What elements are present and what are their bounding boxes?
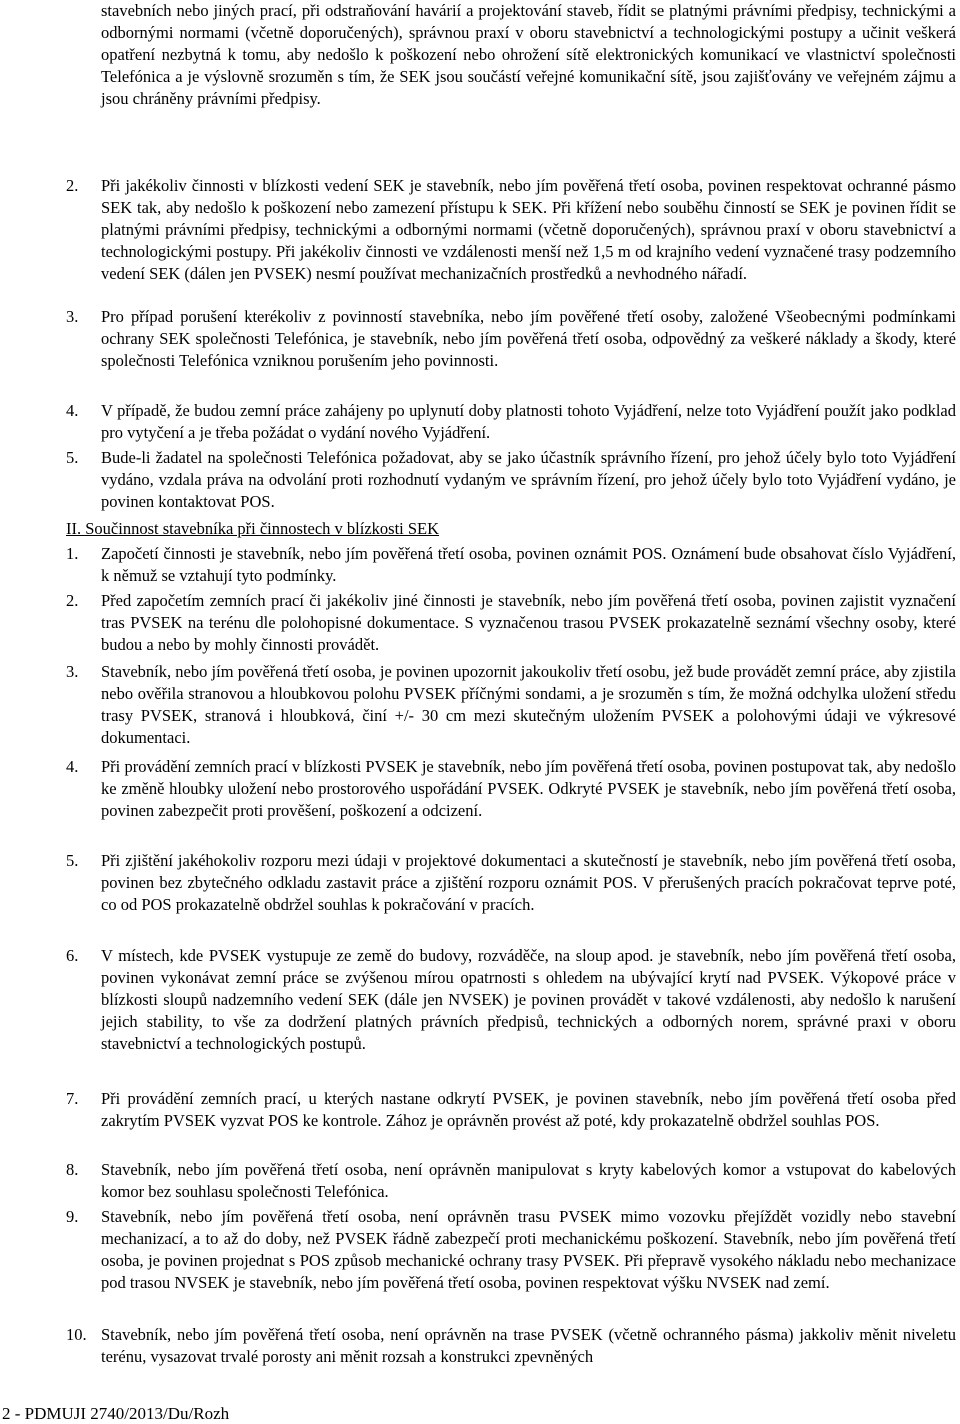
list-item (66, 447, 956, 513)
list-item-number: 5. (66, 448, 79, 467)
list-item (66, 306, 956, 372)
list-item (66, 400, 956, 444)
list-item (66, 1324, 956, 1368)
list-item-number: 3. (66, 662, 79, 681)
list-item-text: Při zjištění jakéhokoliv rozporu mezi údaji v projektové dokumentaci a skutečností je stavebník, nebo jím pověřená třetí osoba, povinen bez zbytečného odkladu zastavit práce a zjištění rozporu oznámit POS. V přerušených pracích pokračovat teprve poté, co od POS prokazatelně obdržel souhlas k pokračování v pracích. (101, 851, 956, 914)
list-item-text: V případě, že budou zemní práce zahájeny po uplynutí doby platnosti tohoto Vyjádření, nelze toto Vyjádření použít jako podklad pro vytyčení a je třeba požádat o vydání nového Vyjádření. (101, 401, 956, 442)
list-item (66, 590, 956, 656)
list-item-number: 2. (66, 176, 79, 195)
list-item-text: Stavebník, nebo jím pověřená třetí osoba, je povinen upozornit jakoukoliv třetí osobu, jež bude provádět zemní práce, aby zjistila nebo ověřila stranovou a hloubkovou polohu PVSEK příčnými sondami, a je srozuměn s tím, že možná odchylka uložení středu trasy PVSEK, stranová i hloubková, činí +/- 30 cm mezi skutečným uložením PVSEK a polohovými údaji ve výkresové dokumentaci. (101, 662, 956, 747)
list-item-number: 6. (66, 946, 79, 965)
list-item (66, 543, 956, 587)
list-item (66, 1159, 956, 1203)
list-item-text: Při provádění zemních prací, u kterých nastane odkrytí PVSEK, je povinen stavebník, nebo jím pověřená třetí osoba před zakrytím PVSEK vyzvat POS ke kontrole. Zához je oprávněn provést až poté, kdy prokazatelně obdržel souhlas POS. (101, 1089, 956, 1130)
list-item-number: 2. (66, 591, 79, 610)
list-item-number: 4. (66, 401, 79, 420)
list-item-number: 7. (66, 1089, 79, 1108)
list-item (66, 661, 956, 749)
list-item-number: 8. (66, 1160, 79, 1179)
list-item-text: Stavebník, nebo jím pověřená třetí osoba, není oprávněn manipulovat s kryty kabelových komor a vstupovat do kabelových komor bez souhlasu společnosti Telefónica. (101, 1160, 956, 1201)
list-item-number: 1. (66, 544, 79, 563)
list-item-text: Stavebník, nebo jím pověřená třetí osoba, není oprávněn na trase PVSEK (včetně ochranného pásma) jakkoliv měnit niveletu terénu, vysazovat trvalé porosty ani měnit rozsah a konstrukci zpevněných (101, 1325, 956, 1366)
list-item-number: 9. (66, 1207, 79, 1226)
page-footer: 2 - PDMUJI 2740/2013/Du/Rozh (2, 1404, 230, 1423)
section-heading: II. Součinnost stavebníka při činnostech v blízkosti SEK (66, 519, 440, 538)
list-item-text: Při provádění zemních prací v blízkosti PVSEK je stavebník, nebo jím pověřená třetí osoba, povinen postupovat tak, aby nedošlo ke změně hloubky uložení nebo prostorového uspořádání PVSEK. Odkryté PVSEK je stavebník, nebo jím pověřená třetí osoba, povinen zabezpečit proti prověšení, poškození a odcizení. (101, 757, 956, 820)
list-item (66, 175, 956, 285)
list-item-text: Pro případ porušení kterékoliv z povinností stavebníka, nebo jím pověřené třetí osoby, založené Všeobecnými podmínkami ochrany SEK společnosti Telefónica, je stavebník, nebo jím pověřená třetí osoba, odpovědný za veškeré náklady a škody, které společnosti Telefónica vzniknou porušením jeho povinnosti. (101, 307, 956, 370)
list-item (66, 756, 956, 822)
list-item-text: Před započetím zemních prací či jakékoliv jiné činnosti je stavebník, nebo jím pověřená třetí osoba, povinen zajistit vyznačení tras PVSEK na terénu dle polohopisné dokumentace. S vyznačenou trasou PVSEK prokazatelně seznámí všechny osoby, které budou a nebo by mohly činnosti provádět. (101, 591, 956, 654)
list-item-number: 10. (66, 1325, 87, 1344)
list-item-text: Započetí činnosti je stavebník, nebo jím pověřená třetí osoba, povinen oznámit POS. Oznámení bude obsahovat číslo Vyjádření, k němuž se vztahují tyto podmínky. (101, 544, 956, 585)
paragraph-continuation: stavebních nebo jiných prací, při odstraňování havárií a projektování staveb, řídit se platnými právními předpisy, technickými a odbornými normami (včetně doporučených), správnou praxí v oboru stavebnictví a technologickými postupy a učinit veškerá opatření nezbytná k tomu, aby nedošlo k poškození nebo ohrožení sítě elektronických komunikací ve vlastnictví společnosti Telefónica a je výslovně srozuměn s tím, že SEK jsou součástí veřejné komunikační sítě, jsou zajišťovány ve veřejném zájmu a jsou chráněny právními předpisy. (101, 1, 956, 108)
list-item (66, 1088, 956, 1132)
list-item-text: Stavebník, nebo jím pověřená třetí osoba, není oprávněn trasu PVSEK mimo vozovku přejíždět vozidly nebo stavební mechanizací, a to až do doby, než PVSEK řádně zabezpečí proti mechanickému poškození. Stavebník, nebo jím pověřená třetí osoba, je povinen projednat s POS způsob mechanické ochrany trasy PVSEK. Při přepravě vysokého nákladu nebo mechanizace pod trasou NVSEK je stavebník, nebo jím pověřená třetí osoba, povinen respektovat výšku NVSEK nad zemí. (101, 1207, 956, 1292)
list-item-text: V místech, kde PVSEK vystupuje ze země do budovy, rozváděče, na sloup apod. je stavebník, nebo jím pověřená třetí osoba, povinen vykonávat zemní práce se zvýšenou mírou opatrnosti s ohledem na ubývající krytí nad PVSEK. Výkopové práce v blízkosti sloupů nadzemního vedení SEK (dále jen NVSEK) je povinen provádět v takové vzdálenosti, aby nedošlo k narušení jejich stability, to vše za dodržení platných právních předpisů, technických a odborných norem, správné praxi v oboru stavebnictví a technologických postupů. (101, 946, 956, 1053)
list-item-number: 5. (66, 851, 79, 870)
list-item-text: Bude-li žadatel na společnosti Telefónica požadovat, aby se jako účastník správního řízení, pro jehož účely bylo toto Vyjádření vydáno, vzdala práva na odvolání proti rozhodnutí vydaným ve správním řízení, pro jehož účely bylo toto Vyjádření vydáno, je povinen kontaktovat POS. (101, 448, 956, 511)
list-item-text: Při jakékoliv činnosti v blízkosti vedení SEK je stavebník, nebo jím pověřená třetí osoba, povinen respektovat ochranné pásmo SEK tak, aby nedošlo k poškození nebo zamezení přístupu k SEK. Při křížení nebo souběhu činností se SEK je povinen řídit se platnými právními předpisy, technickými a odbornými normami (včetně doporučených), správnou praxí v oboru stavebnictví a technologickými postupy. Při jakékoliv činnosti ve vzdálenosti menší než 1,5 m od krajního vedení vyznačené trasy podzemního vedení SEK (dálen jen PVSEK) nesmí používat mechanizačních prostředků a nevhodného nářadí. (101, 176, 956, 283)
list-item (66, 850, 956, 916)
list-item (66, 1206, 956, 1294)
list-item-number: 4. (66, 757, 79, 776)
list-item-number: 3. (66, 307, 79, 326)
list-item (66, 945, 956, 1055)
